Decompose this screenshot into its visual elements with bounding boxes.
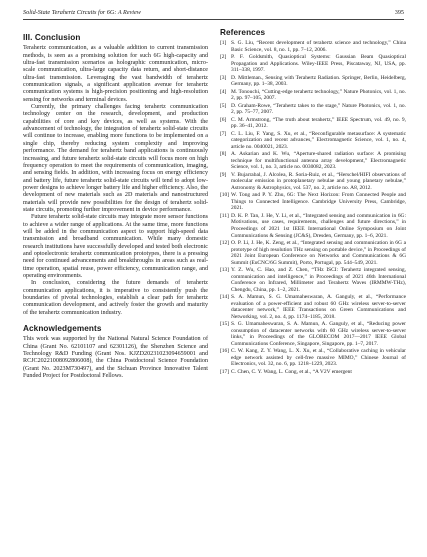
reference-number: [14] bbox=[220, 294, 230, 301]
reference-text[interactable]: C. W. Kang, Z. Y. Wang, L. X. Xu, et al., “Collaborative caching in vehicular edge network assisted by cell-free massive MIMO,” Chinese Journal of Electronics, vol. 32, no. 6, pp. 1218–1229, 2023. bbox=[231, 348, 406, 368]
reference-item bbox=[220, 369, 406, 376]
reference-item bbox=[220, 54, 406, 74]
reference-text[interactable]: P. F. Goldsmith, Quasioptical Systems: Gaussian Beam Quasioptical Propagation and Applications. Wiley-IEEE Press, Piscataway, NJ, USA, pp. 311–338, 1997. bbox=[231, 54, 406, 74]
reference-text[interactable]: V. Bujarrabal, J. Alcolea, R. Soria-Ruiz, et al., “Herschel/HIFI observations of molecular emission in protoplanetary nebulae and young planetary nebulae,” Astronomy & Astrophysics, vol. 537, no. 2, article no. A8, 2012. bbox=[231, 171, 406, 191]
conclusion-heading: III. Conclusion bbox=[23, 33, 81, 42]
reference-number: [10] bbox=[220, 192, 230, 199]
reference-number: [3] bbox=[220, 74, 227, 81]
reference-text[interactable]: S. G. Umamaheswaran, S. A. Mamun, A. Ganguly, et al., “Reducing power consumption of datacenter networks with 60 GHz wireless server-to-server links,” in Proceedings of the GLOBECOM 2017—2017 IEEE Global Communications Conference, Singapore, Singapore, pp. 1–7, 2017. bbox=[231, 321, 406, 347]
reference-number: [9] bbox=[220, 171, 227, 178]
reference-number: [13] bbox=[220, 267, 230, 274]
page-number: 395 bbox=[394, 9, 404, 16]
reference-text[interactable]: O. P. Li, J. He, K. Zeng, et al., “Integrated sensing and communication in 6G a prototype of high resolution THz sensing on portable device,” in Proceedings of 2021 Joint European Conference on Networks and Communications & 6G Summit (EuCNC/6G Summit), Porto, Portugal, pp. 544–549, 2021. bbox=[231, 240, 406, 266]
reference-item bbox=[220, 240, 406, 266]
reference-item bbox=[220, 267, 406, 293]
right-column bbox=[220, 27, 406, 376]
conclusion-paragraph-2: Currently, the primary challenges facing terahertz communication technology center on the research, development, and production capabilities of core and key devices, as well as systems. With the advancement of technology, the integration of terahertz solid-state circuits will continue to increase, enabling more functions to be implemented on a single chip, thereby reducing system complexity and improving performance. The demand for terahertz band applications is continuously increasing, and future terahertz solid-state circuits will focus more on high frequency operation to meet the requirements of communication, imaging, and sensing fields. In addition, with increasing focus on energy efficiency and battery life, future terahertz solid-state circuits will tend to adopt low-power designs to achieve longer battery life and higher efficiency. Also, the development of new materials such as 2D materials and nanostructured materials will provide new possibilities for the design of terahertz solid-state circuits, promoting further improvement in device performance. bbox=[23, 104, 208, 213]
reference-item bbox=[220, 192, 406, 212]
reference-list bbox=[220, 40, 406, 375]
reference-number: [1] bbox=[220, 40, 227, 47]
reference-item bbox=[220, 117, 406, 130]
reference-text[interactable]: S. G. Liu, “Recent development of terahertz science and technology,” China Basic Science, vol. 8, no. 1, pp. 7–12, 2006. bbox=[231, 40, 406, 53]
reference-item bbox=[220, 40, 406, 53]
running-header bbox=[23, 9, 404, 19]
reference-text[interactable]: D. K. P. Tan, J. He, Y. Li, et al., “Integrated sensing and communication in 6G: Motivations, use cases, requirements, challenges and future directions,” in Proceedings of 2021 1st IEEE International Online Symposium on Joint Communications & Sensing (JC&S), Dresden, Germany, pp. 1–6, 2021. bbox=[231, 212, 406, 239]
conclusion-paragraph-3: Future terahertz solid-state circuits may integrate more sensor functions to achieve a wider range of applications. At the same time, more functions will be added in the communication aspect to support high-speed data transmission and broadband communication. While many domestic research institutions have successfully developed and tested both electronic and optoelectronic terahertz communication prototypes, there is a pressing need for continued advancements and breakthroughs in areas such as real-time operation, spatial reuse, power efficiency, communication range, and operating environments. bbox=[23, 214, 208, 279]
reference-number: [16] bbox=[220, 348, 230, 355]
reference-text[interactable]: S. A. Mamun, S. G. Umamaheswaran, A. Ganguly, et al., “Performance evaluation of a power-efficient and robust 60 GHz wireless server-to-server datacenter network,” IEEE Transactions on Green Communications and Networking, vol. 2, no. 4, pp. 1174–1185, 2018. bbox=[231, 294, 406, 320]
reference-number: [2] bbox=[220, 54, 227, 61]
reference-text[interactable]: C. M. Armstrong, “The truth about terahertz,” IEEE Spectrum, vol. 49, no. 9, pp. 36–41, 2012. bbox=[231, 116, 406, 130]
reference-number: [8] bbox=[220, 151, 227, 158]
reference-text[interactable]: M. Tonouchi, “Cutting-edge terahertz technology,” Nature Photonics, vol. 1, no. 2, pp. 97–105, 2007. bbox=[231, 88, 406, 102]
reference-number: [5] bbox=[220, 102, 227, 109]
reference-number: [15] bbox=[220, 321, 230, 328]
reference-number: [6] bbox=[220, 116, 227, 123]
reference-item bbox=[220, 151, 406, 171]
acknowledgements-text: This work was supported by the National Natural Science Foundation of China (Grant No. 62101107 and 62301126), the Shenzhen Science and Technology R&D Funding (Grant Nos. KJZD20231023094659001 and RCJC20221008092806008), the China Postdoctoral Science Foundation (Grant No. 2023M730497), and the Sichuan Province Innovative Talent Funded Project for Postdoctoral Fellows. bbox=[23, 336, 208, 380]
reference-number: [11] bbox=[220, 212, 229, 219]
reference-number: [17] bbox=[220, 368, 230, 375]
reference-text[interactable]: D. Mittleman., Sensing with Terahertz Radiation. Springer, Berlin, Heidelberg, Germany, pp. 1–38, 2003. bbox=[231, 74, 406, 88]
reference-item bbox=[220, 172, 406, 192]
reference-text[interactable]: D. Graham-Rowe, “Terahertz takes to the stage,” Nature Photonics, vol. 1, no. 2, pp. 75–77, 2007. bbox=[231, 102, 406, 116]
conclusion-paragraph-4: In conclusion, considering the future demands of terahertz communication applications, it is imperative to consistently push the boundaries of pivotal technologies, establish a clear path for terahertz communication development, and actively foster the growth and maturity of the terahertz communication industry. bbox=[23, 280, 208, 316]
reference-text[interactable]: W. Tong and P. Y. Zhu, 6G: The Next Horizon: From Connected People and Things to Connected Intelligence. Cambridge University Press, Cambridge, 2021. bbox=[231, 192, 406, 212]
left-column bbox=[23, 27, 208, 380]
reference-item bbox=[220, 348, 406, 368]
reference-item bbox=[220, 89, 406, 102]
reference-item bbox=[220, 103, 406, 116]
acknowledgements-heading: Acknowledgements bbox=[23, 324, 102, 334]
reference-item bbox=[220, 294, 406, 320]
reference-text[interactable]: C. L. Liu, F. Yang, S. Xu, et al., “Reconfigurable metasurface: A systematic categorization and recent advances,” Electromagnetic Science, vol. 1, no. 4, article no. 0040021, 2023. bbox=[231, 130, 406, 150]
reference-item bbox=[220, 131, 406, 151]
reference-number: [4] bbox=[220, 88, 227, 95]
conclusion-paragraph-1: Terahertz communication, as a valuable addition to current transmission methods, is seen as a promising solution for such 6G high-capacity and ultra-fast transmission scenarios as holographic communication, micro-scale communication, ultra-large capacity data return, and short-distance ultra-fast transmission. Leveraging the vast bandwidth of terahertz communication signals, a significant application avenue for terahertz communication systems is high-precision positioning and high-resolution sensing for networks and terminal devices. bbox=[23, 45, 208, 103]
header-rule bbox=[23, 19, 404, 20]
references-heading: References bbox=[220, 28, 266, 37]
reference-number: [12] bbox=[220, 240, 230, 246]
reference-text[interactable]: C. Chen, C. Y. Wang, L. Cong, et al., “A V2V emergent bbox=[231, 368, 352, 375]
running-title: Solid-State Terahertz Circuits for 6G: A Review bbox=[23, 9, 141, 16]
reference-item bbox=[220, 321, 406, 347]
reference-number: [7] bbox=[220, 130, 227, 137]
reference-item bbox=[220, 213, 406, 239]
reference-text[interactable]: A. Askarian and K. Wu, “Aperture-shared radiation surface: A promising technique for multifunctional antenna array development,” Electromagnetic Science, vol. 1, no. 3, article no. 0030082, 2023. bbox=[231, 151, 406, 171]
reference-item bbox=[220, 75, 406, 88]
reference-text[interactable]: Y. Z. Wu, C. Hao, and Z. Chen, “THz ISCI: Terahertz integrated sensing, communication and intelligence,” in Proceedings of 2021 46th International Conference on Infrared, Millimeter and Terahertz Waves (IRMMW-THz), Chengdu, China, pp. 1–2, 2021. bbox=[231, 267, 406, 293]
